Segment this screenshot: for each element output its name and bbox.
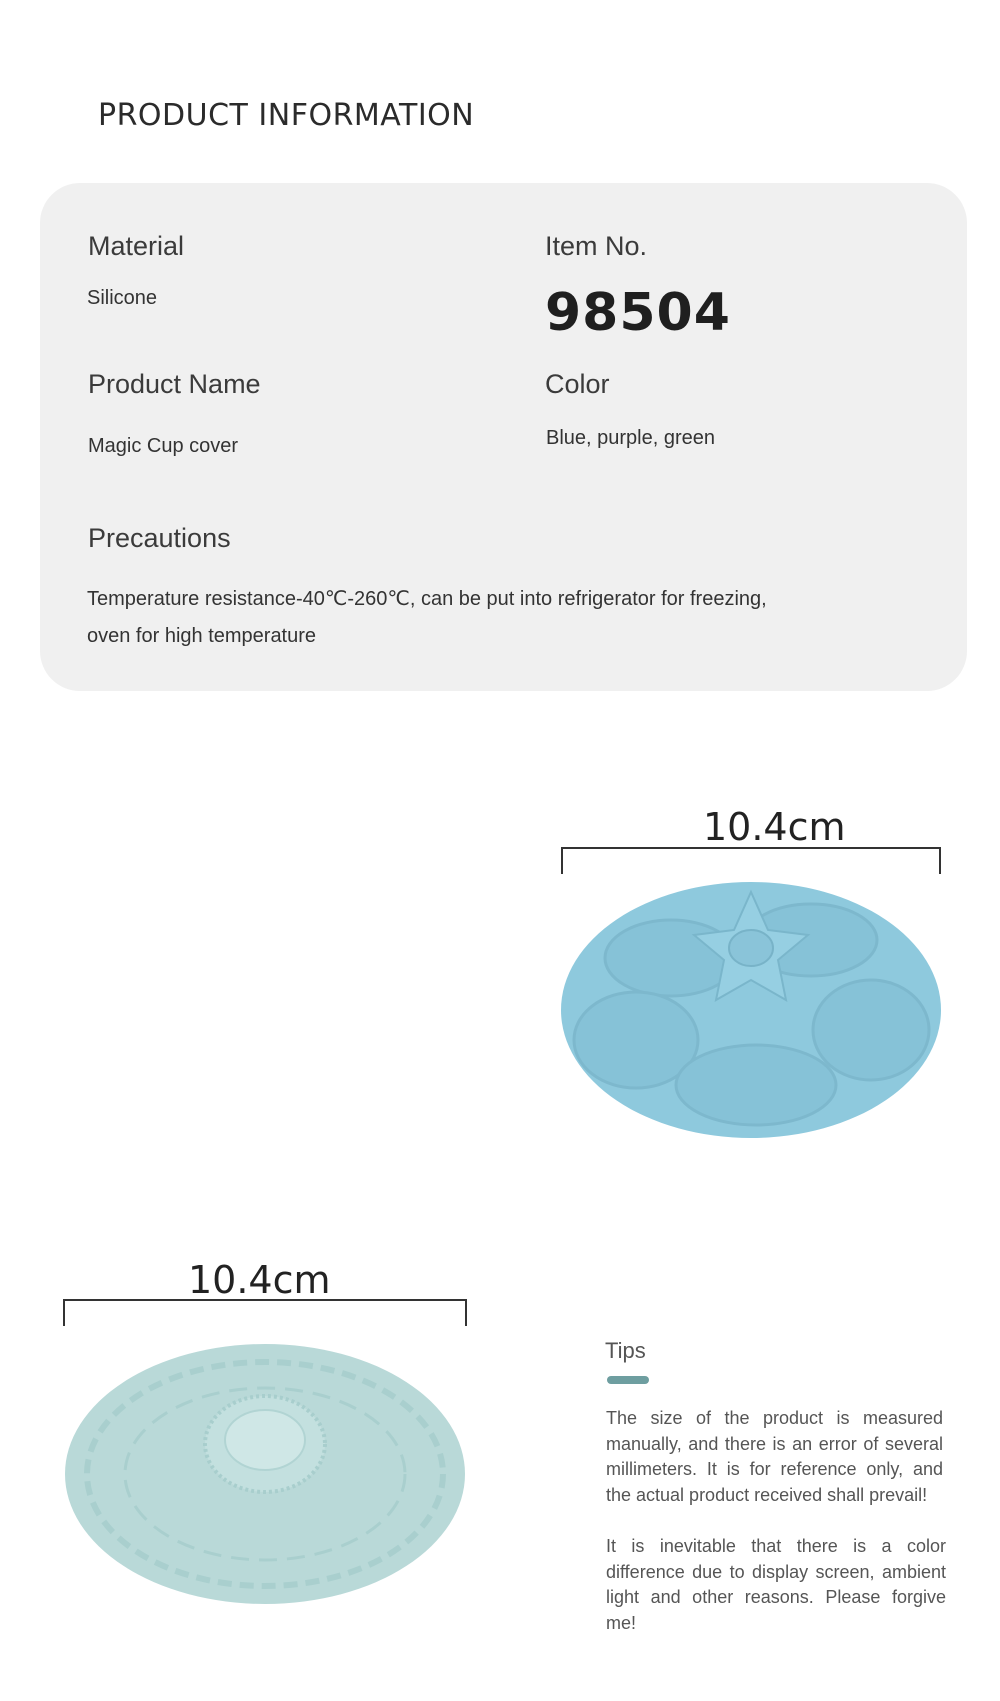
daisy-cover-lid <box>65 1344 465 1604</box>
flower-cover-lid <box>561 882 941 1138</box>
precautions-line-2: oven for high temperature <box>87 625 317 647</box>
material-label: Material <box>88 231 185 261</box>
product-info-card <box>40 183 967 691</box>
tips-paragraph-2: It is inevitable that there is a color difference due to display screen, ambient light and other reasons. Please forgive me! <box>606 1536 946 1633</box>
daisy-cover-dimension: 10.4cm <box>188 1258 331 1302</box>
tips-paragraph-1: The size of the product is measured manually, and there is an error of several millimeters. It is for reference only, and the actual product received shall prevail! <box>606 1408 943 1505</box>
product-name-label: Product Name <box>88 369 261 399</box>
precautions-line-1: Temperature resistance-40℃-260℃, can be put into refrigerator for freezing, <box>87 588 767 610</box>
color-value: Blue, purple, green <box>546 427 716 449</box>
precautions-label: Precautions <box>88 523 231 553</box>
material-value: Silicone <box>87 287 158 309</box>
flower-cover-image <box>556 840 946 1140</box>
daisy-cover-image <box>60 1294 480 1614</box>
dimension-bracket <box>562 848 940 874</box>
item-no-value: 98504 <box>545 283 731 343</box>
dimension-bracket <box>64 1300 466 1326</box>
precautions-text <box>87 581 867 655</box>
tips-title: Tips <box>605 1338 646 1363</box>
color-label: Color <box>545 369 610 399</box>
product-name-value: Magic Cup cover <box>88 435 239 457</box>
tips-accent-bar <box>607 1376 649 1384</box>
item-no-label: Item No. <box>545 231 648 261</box>
flower-cover-dimension: 10.4cm <box>703 805 846 849</box>
section-title: PRODUCT INFORMATION <box>98 98 475 133</box>
